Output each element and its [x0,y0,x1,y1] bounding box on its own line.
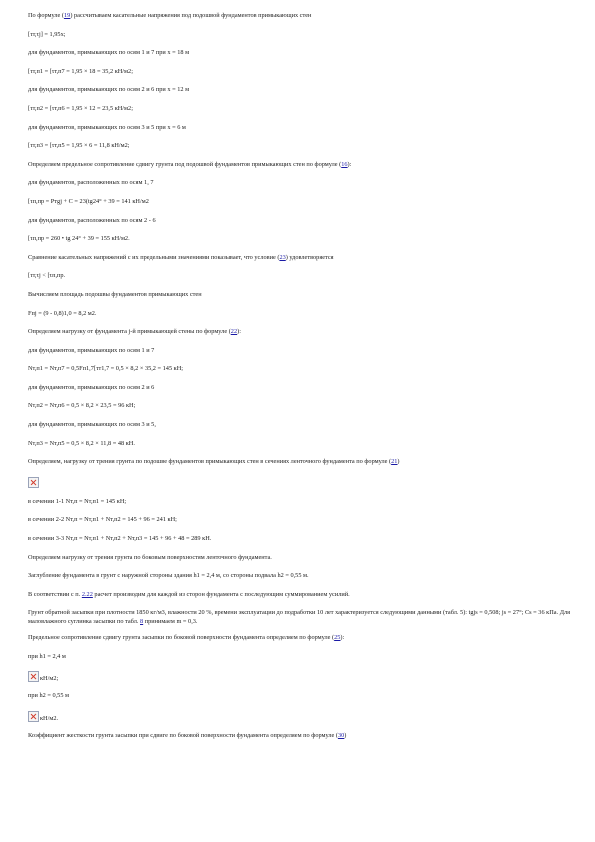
formula-link[interactable]: 25 [334,634,341,642]
paragraph [28,671,576,683]
paragraph: Nт,п3 = Nт,п5 = 0,5 × 8,2 × 11,8 = 48 кН. [28,439,135,447]
unit-text: кН/м2. [40,715,59,722]
paragraph-text: Сравнение касательных напряжений с их предельными значениями показывает, что условие ( [28,253,280,261]
paragraph: [τп,пр = 260 • tg 24° + 39 = 155 кН/м2. [28,235,130,243]
formula-link[interactable]: 19 [64,12,71,19]
paragraph: Nт,п1 = Nт,п7 = 0,5Fп1,7[τт1,7 = 0,5 × 8,2 × 35,2 = 145 кН; [28,365,184,373]
paragraph-text: ): [340,634,345,642]
formula-link[interactable]: 16 [341,160,348,168]
paragraph: [τт,п3 = [τт,п5 = 1,95 × 6 = 11,8 кН/м2; [28,142,130,150]
paragraph: Определяем нагрузку от трения грунта по боковым поверхностям ленточного фундамента. [28,553,272,561]
paragraph [28,328,576,336]
paragraph-text: Предельное сопротивление сдвигу грунта засыпки по боковой поверхности фундамента определяем по формуле ( [28,634,335,642]
paragraph-text: ) [344,732,347,739]
paragraph: при h2 = 0,55 м [28,692,70,700]
paragraph: Вычисляем площадь подошвы фундаментов примыкающих стен [28,290,202,298]
paragraph-text: По формуле ( [28,12,65,19]
broken-image-icon [28,477,39,488]
paragraph [28,634,576,642]
paragraph-text: ) [397,458,400,466]
paragraph: Fпj = (9 - 0,8)1,0 = 8,2 м2. [28,309,97,317]
paragraph: [τп,пр = Pтgj + C = 23(tg24° + 39 = 141 кН/м2 [28,197,149,205]
formula-link[interactable]: 22 [230,328,238,336]
paragraph: при h1 = 2,4 м [28,652,66,660]
paragraph [28,732,576,740]
paragraph-text: Грунт обратной засыпки при плотности 1850 кг/м3, влажности 20 %, времени эксплуатации до подработки 10 лет характеризуется следующими данными (табл. 5): tgjs = 0,508; js = 27°; Cs = 36 кПа. Для маловлажного суглинка засыпки по табл. [28,609,571,625]
paragraph: для фундаментов, примыкающих по осям 3 и 5, [28,421,156,429]
paragraph [28,609,576,626]
formula-link[interactable]: 2.22 [81,590,93,598]
paragraph [28,161,576,169]
paragraph: [τт,п2 = [τт,п6 = 1,95 × 12 = 23,5 кН/м2; [28,104,133,112]
paragraph: [τт,τj] = 1,95x; [28,30,66,38]
formula-link[interactable]: 21 [391,458,398,466]
broken-image-icon [28,671,39,682]
paragraph [28,458,576,466]
paragraph-text: Определяем, нагрузку от трения грунта по подошве фундаментов примыкающих стен в сечениях ленточного фундамента по формуле ( [28,458,392,466]
paragraph: для фундаментов, примыкающих по осям 1 и 7 [28,346,155,354]
paragraph-text: ): [237,328,241,336]
paragraph-text: расчет производим для каждой из сторон фундамента с последующим суммированием усилий. [92,590,350,598]
paragraph: Nт,п2 = Nт,п6 = 0,5 × 8,2 × 23,5 = 96 кН; [28,402,136,410]
paragraph-text: Определяем предельное сопротивление сдвигу грунта под подошвой фундаментов примыкающих стен по формуле ( [28,160,342,168]
paragraph-text: принимаем m = 0,3. [143,617,198,625]
broken-image-icon [28,711,39,722]
paragraph: в сечении 1-1 Nт,п = Nт,п1 = 145 кН; [28,497,127,505]
paragraph-text: ) удовлетворяется [285,253,334,261]
paragraph [28,711,576,723]
paragraph: Заглубление фундамента в грунт с наружной стороны здания h1 = 2,4 м, со стороны подвала h2 = 0,55 м. [28,572,309,580]
paragraph-text: Коэффициент жесткости грунта засыпки при сдвиге по боковой поверхности фундамента определяем по формуле ( [28,732,338,739]
paragraph [28,591,576,599]
formula-link[interactable]: 30 [337,732,345,739]
document-body [28,12,576,751]
paragraph [28,12,576,20]
paragraph: для фундаментов, расположенных по осям 2 - 6 [28,216,156,224]
paragraph: для фундаментов, примыкающих по осям 3 и 5 при x = 6 м [28,123,186,131]
paragraph [28,254,576,262]
paragraph: [τт,τj < [τп,пр. [28,272,66,280]
paragraph-text: ) рассчитываем касательные напряжения под подошвой фундаментов примыкающих стен [70,12,312,19]
paragraph [28,477,576,489]
paragraph: для фундаментов, расположенных по осям 1, 7 [28,179,154,187]
paragraph: для фундаментов, примыкающих по осям 2 и 6 [28,383,155,391]
paragraph-text: В соответствии с п. [28,590,82,598]
table-link[interactable]: 8 [140,617,144,625]
paragraph: для фундаментов, примыкающих по осям 2 и 6 при x = 12 м [28,86,190,94]
paragraph: [τт,п1 = [τт,п7 = 1,95 × 18 = 35,2 кН/м2; [28,67,133,75]
paragraph-text: ): [347,160,352,168]
paragraph: для фундаментов, примыкающих по осям 1 и 7 при x = 18 м [28,49,190,57]
paragraph: в сечении 2-2 Nт,п = Nт,п1 + Nт,п2 = 145 + 96 = 241 кН; [28,516,177,524]
unit-text: кН/м2; [40,675,59,683]
formula-link[interactable]: 23 [279,253,286,261]
paragraph-text: Определяем нагрузку от фундамента j-й примыкающей стены по формуле ( [28,328,231,336]
paragraph: в сечении 3-3 Nт,п = Nт,п1 + Nт,п2 + Nт,п3 = 145 + 96 + 48 = 289 кН. [28,535,212,543]
